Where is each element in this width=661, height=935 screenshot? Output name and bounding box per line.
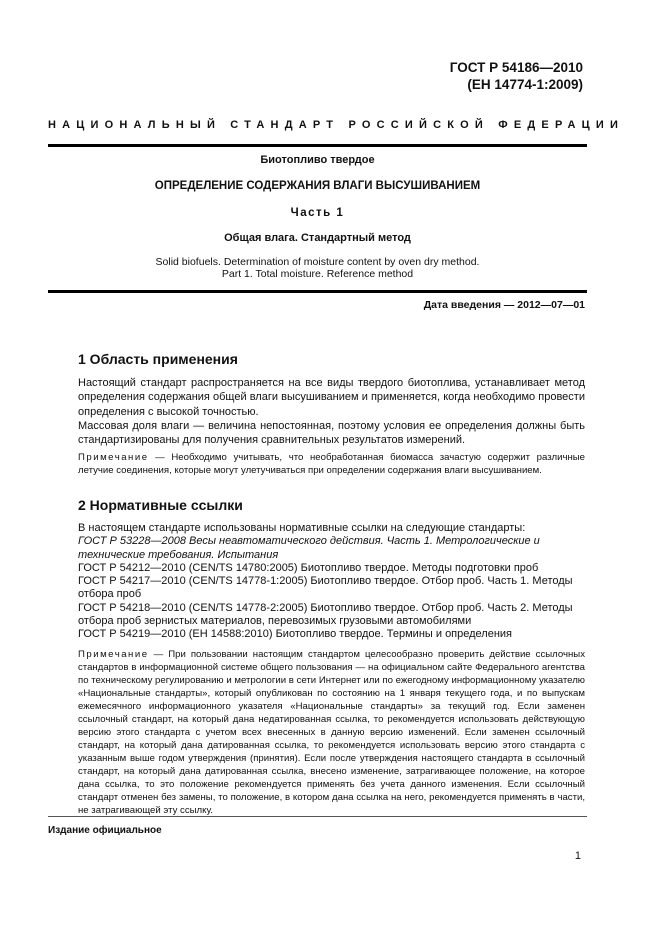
scope-note [78,451,585,477]
section-heading-references: 2 Нормативные ссылки [78,497,243,513]
scope-paragraph-2-text: Массовая доля влаги — величина непостоянная, поэтому условия ее определения должны быть стандартизированы для получения сравнительных результатов измерений. [78,420,585,447]
english-title-line2: Part 1. Total moisture. Reference method [221,268,414,280]
references-intro: В настоящем стандарте использованы нормативные ссылки на следующие стандарты: [78,522,526,534]
national-standard-banner: НАЦИОНАЛЬНЫЙ СТАНДАРТ РОССИЙСКОЙ ФЕДЕРАЦИИ [48,119,625,131]
footer-rule [48,816,587,817]
references-list [78,522,585,642]
reference-item: ГОСТ Р 54212—2010 (CEN/TS 14780:2005) Биотопливо твердое. Методы подготовки проб [78,561,539,574]
official-edition-label: Издание официальное [48,825,162,836]
note-text: — При пользовании настоящим стандартом целесообразно проверить действие ссылочных стандартов в информационной системе общего пользования — на официальном сайте Федерального агентства по техническому регулированию и метрологии в сети Интернет или по ежегодному информационному указателю «Национальные стандарты», который опубликован по состоянию на 1 января текущего года, и по выпускам ежемесячного информационного указателя «Национальные стандарты» за текущий год. Если заменен ссылочный стандарт, на который дана недатированная ссылка, то рекомендуется использовать действующую версию этого стандарта с учетом всех внесенных в данную версию изменений. Если заменен ссылочный стандарт, на который дана датированная ссылка, то рекомендуется использовать версию этого стандарта с указанным выше годом утверждения (принятия). Если после утверждения настоящего стандарта в ссылочный стандарт, на который дана датированная ссылка, внесено изменение, затрагивающее положение, на которое дана ссылка, то это положение рекомендуется применять без учета данного изменения. Если ссылочный стандарт отменен без замены, то положение, в котором дана ссылка на него, рекомендуется применять в части, не затрагивающей эту ссылку. [78,649,585,816]
references-note [78,648,585,817]
top-rule [48,144,587,147]
section-heading-scope: 1 Область применения [78,351,238,367]
subject-title: Биотопливо твердое [260,154,375,166]
page-number: 1 [574,850,581,862]
scope-paragraph-2 [78,419,585,448]
note-label: Примечание [78,649,149,660]
standard-equivalent: (ЕН 14774-1:2009) [467,77,583,92]
reference-item: ГОСТ Р 54218—2010 (CEN/TS 14778-2:2005) Биотопливо твердое. Отбор проб. Часть 2. Методы отбора проб зернистых материалов, перевозимых грузовыми автомобилями [78,601,573,628]
main-title: ОПРЕДЕЛЕНИЕ СОДЕРЖАНИЯ ВЛАГИ ВЫСУШИВАНИЕМ [154,180,481,192]
reference-item: ГОСТ Р 54219—2010 (ЕН 14588:2010) Биотопливо твердое. Термины и определения [78,628,513,641]
part-number: Часть 1 [290,207,345,219]
note-label: Примечание [78,452,149,463]
scope-paragraph-1 [78,376,585,419]
reference-item: ГОСТ Р 54217—2010 (CEN/TS 14778-1:2005) Биотопливо твердое. Отбор проб. Часть 1. Методы отбора проб [78,575,573,601]
standard-number: ГОСТ Р 54186—2010 [449,60,583,75]
part-title: Общая влага. Стандартный метод [224,232,411,244]
introduction-date: Дата введения — 2012—07—01 [423,299,585,311]
scope-paragraph-1-text: Настоящий стандарт распространяется на все виды твердого биотоплива, устанавливает метод определения содержания общей влаги высушиванием и применяется, когда необходимо провести определения с высокой точностью. [78,377,585,418]
english-title-line1: Solid biofuels. Determination of moisture content by oven dry method. [155,256,480,268]
note-text: — Необходимо учитывать, что необработанная биомасса зачастую содержит различные летучие соединения, которые могут улетучиваться при определении содержания влаги высушиванием. [78,452,585,476]
middle-rule [48,290,587,293]
reference-item: ГОСТ Р 53228—2008 Весы неавтоматического действия. Часть 1. Метрологические и технические требования. Испытания [78,535,540,561]
